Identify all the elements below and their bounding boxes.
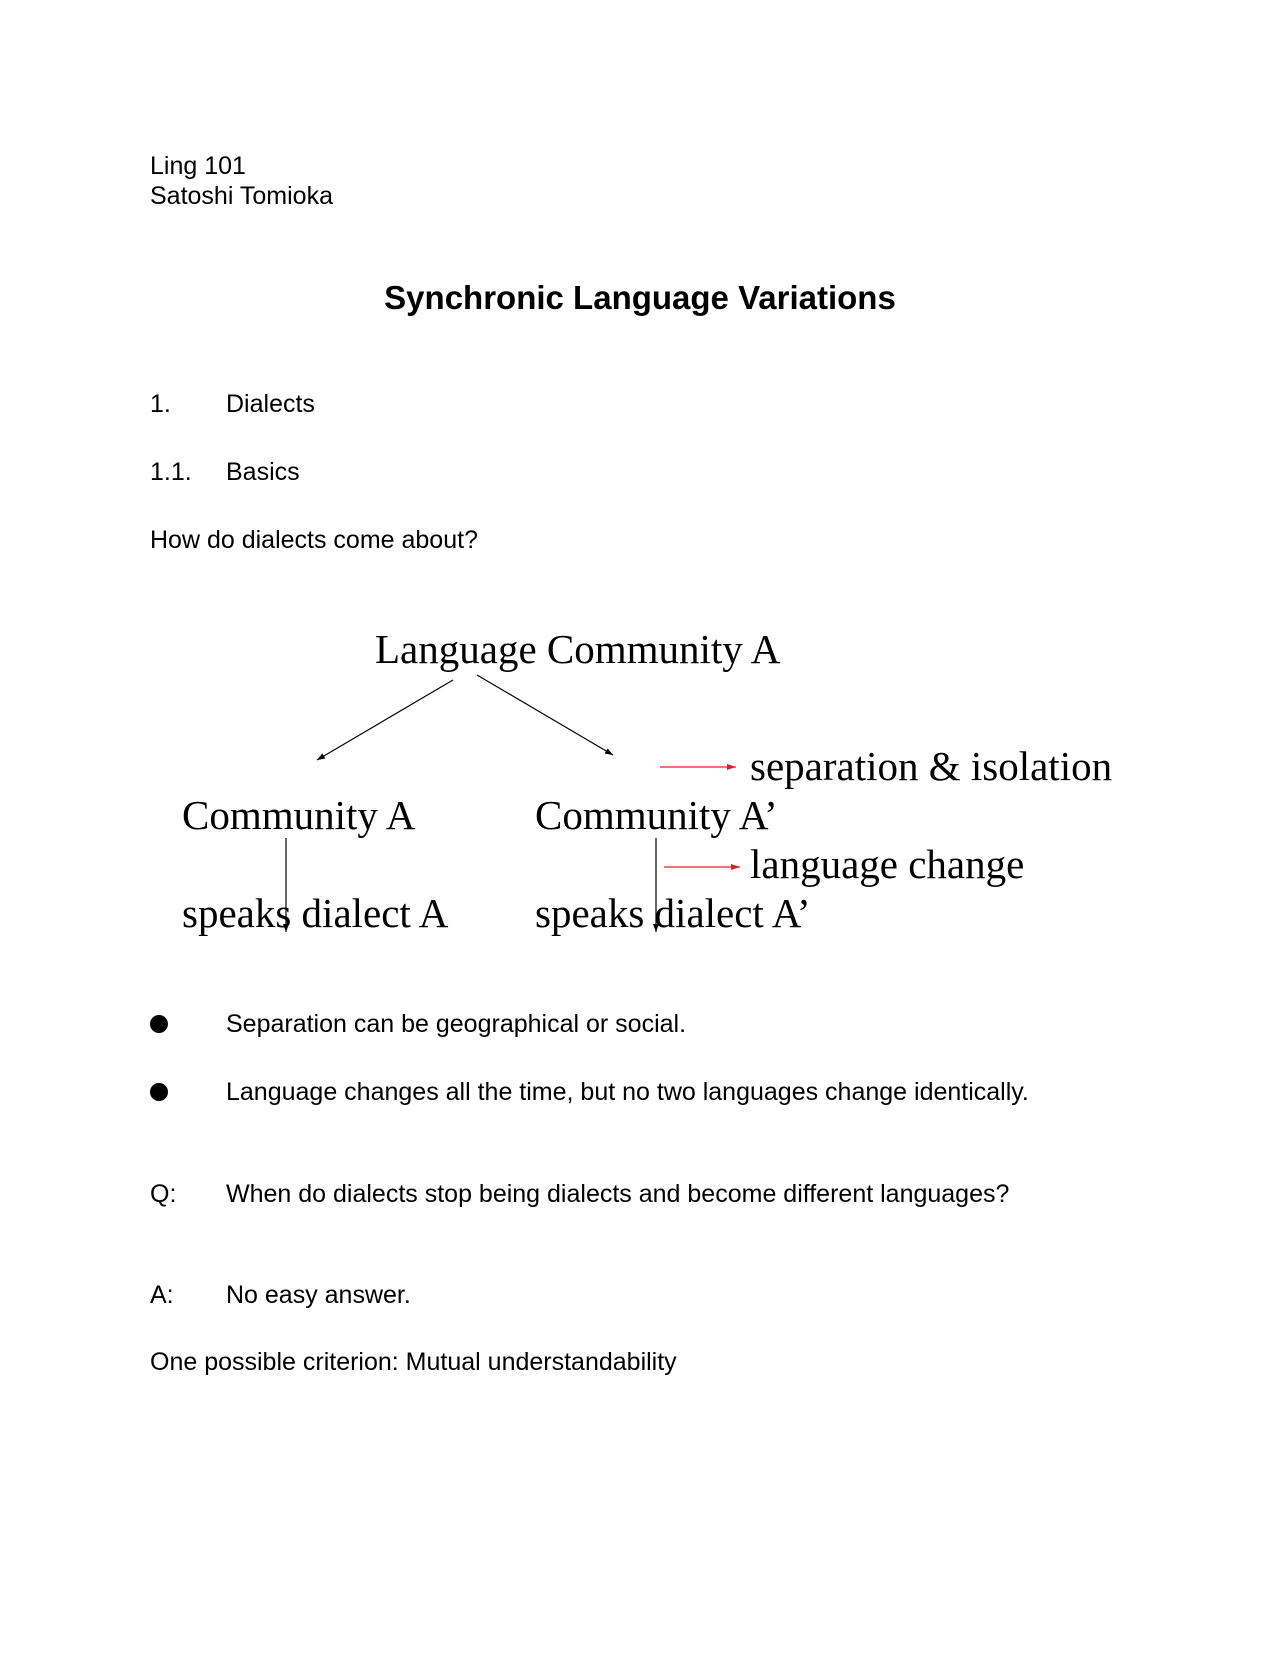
- bullet-dot-icon: [150, 1083, 168, 1101]
- section-number: 1.: [150, 390, 171, 418]
- annotation-language-change: language change: [750, 841, 1025, 887]
- diagram-root-node: Language Community A: [375, 626, 781, 672]
- criterion-text: One possible criterion: Mutual understandability: [150, 1348, 677, 1376]
- diagram-left-leaf: speaks dialect A: [182, 890, 449, 936]
- bullet-dot-icon: [150, 1015, 168, 1033]
- intro-question: How do dialects come about?: [150, 526, 478, 554]
- bullet-item: [150, 1007, 1030, 1041]
- subsection-number: 1.1.: [150, 458, 192, 486]
- author-name: Satoshi Tomioka: [150, 182, 333, 210]
- bullet-text: Language changes all the time, but no two languages change identically.: [226, 1078, 1029, 1106]
- question-paragraph: [150, 1177, 1030, 1211]
- page-title: Synchronic Language Variations: [384, 279, 896, 316]
- answer-text: No easy answer.: [226, 1281, 411, 1309]
- course-label: Ling 101: [150, 152, 246, 180]
- branch-right-arrow: [477, 675, 613, 755]
- bullet-item: [150, 1075, 1030, 1109]
- question-text: When do dialects stop being dialects and become different languages?: [226, 1180, 1010, 1208]
- diagram-right-leaf: speaks dialect A’: [535, 890, 811, 936]
- question-label: Q:: [150, 1180, 177, 1208]
- answer-label: A:: [150, 1281, 174, 1309]
- subsection-title-basics: Basics: [226, 458, 300, 486]
- diagram-right-node: Community A’: [535, 792, 778, 838]
- answer-paragraph: [150, 1278, 1030, 1312]
- annotation-separation: separation & isolation: [750, 743, 1113, 789]
- bullet-text: Separation can be geographical or social.: [226, 1010, 687, 1038]
- branch-left-arrow: [317, 680, 453, 760]
- diagram-left-node: Community A: [182, 792, 416, 838]
- section-title-dialects: Dialects: [226, 390, 315, 418]
